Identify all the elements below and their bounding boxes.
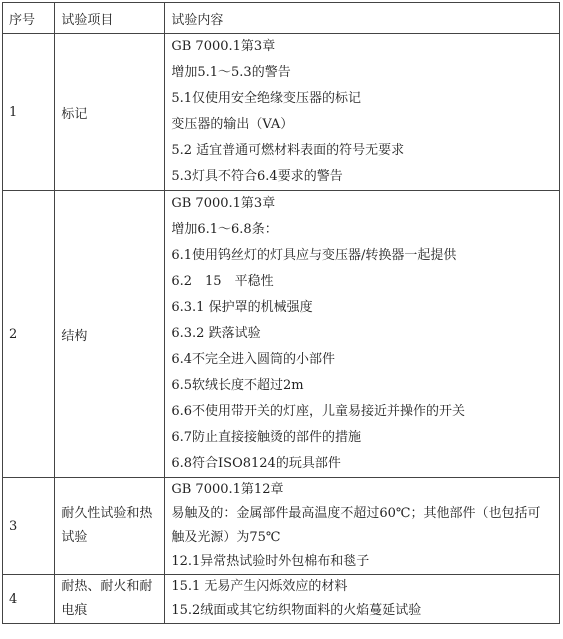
content-line: 6.6不使用带开关的灯座，儿童易接近并操作的开关 <box>171 404 466 419</box>
content-line: 5.1仅使用安全绝缘变压器的标记 <box>171 91 362 106</box>
table-row <box>3 191 560 478</box>
content-line: GB 7000.1第3章 <box>171 39 276 54</box>
content-line: 5.3灯具不符合6.4要求的警告 <box>171 169 343 184</box>
table-row <box>3 575 560 624</box>
content-line: 6.2 15 平稳性 <box>171 274 274 289</box>
row-number: 3 <box>3 478 55 575</box>
row-content <box>165 575 560 624</box>
row-item: 结构 <box>55 191 165 478</box>
content-line: 6.4不完全进入圆筒的小部件 <box>171 352 336 367</box>
row-content <box>165 191 560 478</box>
content-line: 增加5.1～5.3的警告 <box>171 65 291 80</box>
content-line: 6.3.2 跌落试验 <box>171 326 261 341</box>
content-line: 增加6.1～6.8条： <box>171 222 278 237</box>
table-row <box>3 478 560 575</box>
header-row <box>3 3 560 34</box>
content-line: 6.5软绒长度不超过2m <box>171 378 304 393</box>
content-line: 6.8符合ISO8124的玩具部件 <box>171 456 341 471</box>
content-line: 6.7防止直接接触烫的部件的措施 <box>171 430 362 445</box>
row-item: 耐热、耐火和耐电痕 <box>55 575 165 624</box>
row-number: 4 <box>3 575 55 624</box>
row-item: 标记 <box>55 34 165 191</box>
row-content <box>165 478 560 575</box>
content-line: 12.1异常热试验时外包棉布和毯子 <box>171 554 370 569</box>
row-number: 2 <box>3 191 55 478</box>
row-content <box>165 34 560 191</box>
row-number: 1 <box>3 34 55 191</box>
content-line: GB 7000.1第3章 <box>171 196 276 211</box>
content-line: 变压器的输出（VA） <box>171 117 294 132</box>
content-line: 6.1使用钨丝灯的灯具应与变压器/转换器一起提供 <box>171 248 457 263</box>
content-line: 15.2绒面或其它纺织物面料的火焰蔓延试验 <box>171 603 422 618</box>
content-line: 6.3.1 保护罩的机械强度 <box>171 300 313 315</box>
header-item: 试验项目 <box>55 3 165 34</box>
header-no: 序号 <box>3 3 55 34</box>
row-item: 耐久性试验和热试验 <box>55 478 165 575</box>
test-table <box>2 2 560 624</box>
content-line: GB 7000.1第12章 <box>171 482 284 497</box>
content-line: 5.2 适宜普通可燃材料表面的符号无要求 <box>171 143 405 158</box>
content-line: 易触及的：金属部件最高温度不超过60℃；其他部件（也包括可触及光源）为75℃ <box>171 506 541 545</box>
content-line: 15.1 无易产生闪烁效应的材料 <box>171 579 348 594</box>
header-content: 试验内容 <box>165 3 560 34</box>
table-row <box>3 34 560 191</box>
